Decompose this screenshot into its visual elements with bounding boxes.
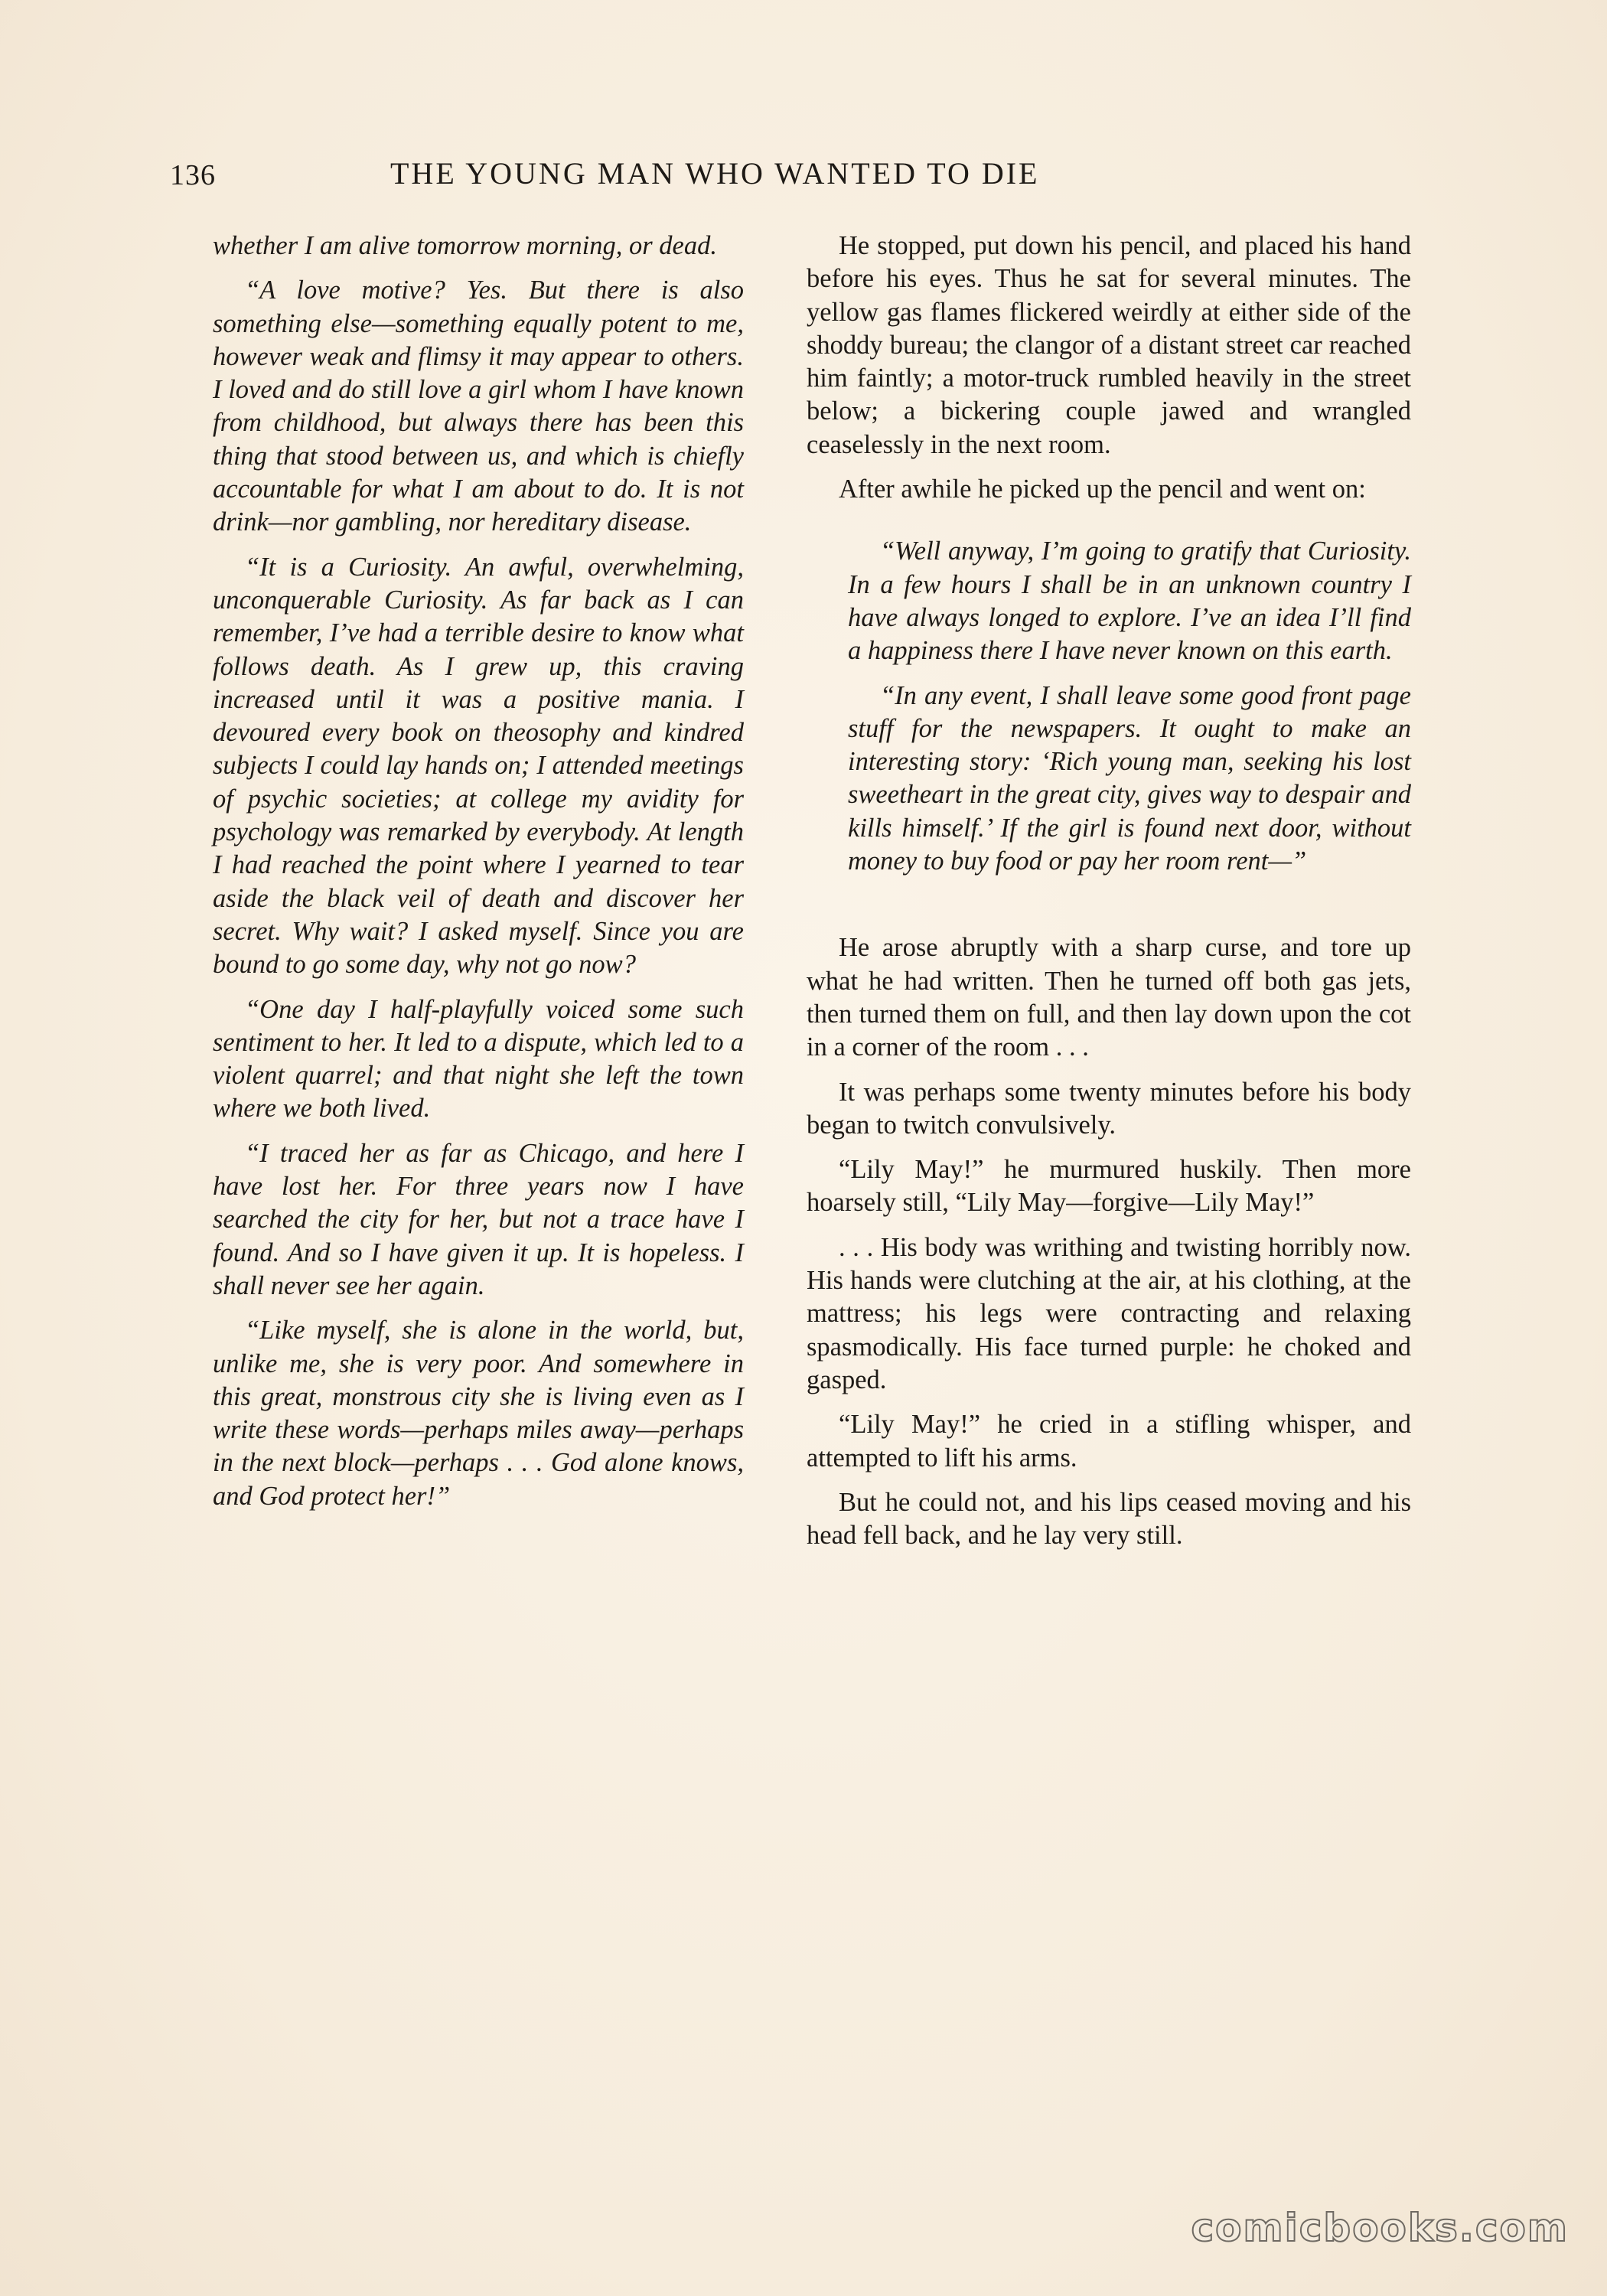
right-paragraph-5: “Lily May!” he murmured huskily. Then more hoarsely still, “Lily May—forgive—Lily May!”	[807, 1155, 1411, 1218]
letter-paragraph-2: “In any event, I shall leave some good front page stuff for the newspapers. It ought to make an interesting story: ‘Rich young man, seeking his lost sweetheart in the great city, gives way to despair and kills himself.’ If the girl is found next door, without money to buy food or pay her room rent—”	[848, 680, 1411, 876]
left-paragraph-2: “A love motive? Yes. But there is also something else—something equally potent to me, however weak and flimsy it may appear to others. I loved and do still love a girl whom I have known from childhood, but always there has been this thing that stood between us, and which is chiefly accountable for what I am about to do. It is not drink—nor gambling, nor hereditary disease.	[213, 276, 744, 537]
right-paragraph-8: But he could not, and his lips ceased moving and his head fell back, and he lay very still.	[807, 1487, 1411, 1551]
left-paragraph-4: “One day I half-playfully voiced some such sentiment to her. It led to a dispute, which led to a violent quarrel; and that night she left the town where we both lived.	[213, 994, 744, 1124]
running-title: THE YOUNG MAN WHO WANTED TO DIE	[390, 156, 1040, 191]
right-paragraph-6: . . . His body was writhing and twisting horribly now. His hands were clutching at the air, at his clothing, at the mattress; his legs were contracting and relaxing spasmodically. His face turned purple: he choked and gasped.	[807, 1232, 1411, 1394]
left-paragraph-3: “It is a Curiosity. An awful, overwhelming, unconquerable Curiosity. As far back as I can remember, I’ve had a terrible desire to know what follows death. As I grew up, this craving increased until it was a positive mania. I devoured every book on theosophy and kindred subjects I could lay hands on; I attended meetings of psychic societies; at college my avidity for psychology was remarked by everybody. At length I had reached the point where I yearned to tear aside the black veil of death and discover her secret. Why wait? I asked myself. Since you are bound to go some day, why not go now?	[213, 552, 744, 980]
page-number: 136	[170, 159, 216, 191]
right-paragraph-4: It was perhaps some twenty minutes before his body began to twitch convulsively.	[807, 1077, 1411, 1140]
letter-paragraph-1: “Well anyway, I’m going to gratify that Curiosity. In a few hours I shall be in an unknown country I have always longed to explore. I’ve an idea I’ll find a happiness there I have never known on this earth.	[848, 536, 1411, 666]
right-paragraph-2: After awhile he picked up the pencil and went on:	[839, 475, 1366, 504]
left-paragraph-1: whether I am alive tomorrow morning, or dead.	[213, 231, 717, 260]
right-column	[807, 230, 1411, 1552]
right-paragraph-1: He stopped, put down his pencil, and placed his hand before his eyes. Thus he sat for several minutes. The yellow gas flames flickered weirdly at either side of the shoddy bureau; the clangor of a distant street car reached him faintly; a motor-truck rumbled heavily in the street below; a bickering couple jawed and wrangled ceaselessly in the next room.	[807, 231, 1411, 459]
left-paragraph-5: “I traced her as far as Chicago, and here I have lost her. For three years now I have searched the city for her, but not a trace have I found. And so I have given it up. It is hopeless. I shall never see her again.	[213, 1138, 744, 1300]
left-paragraph-6: “Like myself, she is alone in the world, but, unlike me, she is very poor. And somewhere in this great, monstrous city she is living even as I write these words—perhaps miles away—perhaps in the next block—perhaps . . . God alone knows, and God protect her!”	[213, 1316, 744, 1511]
right-paragraph-3: He arose abruptly with a sharp curse, and tore up what he had written. Then he turned off both gas jets, then turned them on full, and then lay down upon the cot in a corner of the room . . .	[807, 933, 1411, 1062]
left-column	[213, 230, 744, 1525]
watermark: comicbooks.com	[1191, 2206, 1569, 2250]
right-paragraph-7: “Lily May!” he cried in a stifling whisper, and attempted to lift his arms.	[807, 1410, 1411, 1473]
